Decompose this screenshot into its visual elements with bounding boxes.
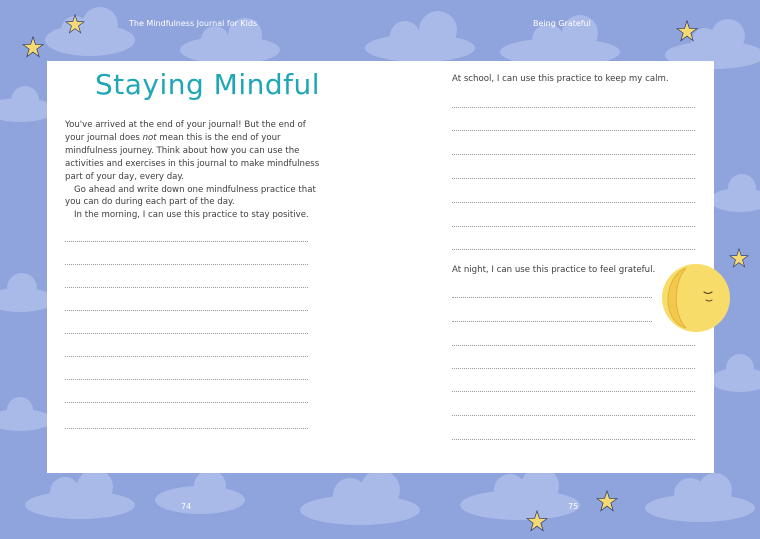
page-number-right: 75 <box>568 502 579 511</box>
star-icon <box>596 490 618 512</box>
star-icon <box>22 36 44 58</box>
writing-line-night[interactable] <box>452 321 652 322</box>
page-title: Staying Mindful <box>95 68 321 101</box>
writing-line-school[interactable] <box>452 107 695 108</box>
night-prompt: At night, I can use this practice to feel grateful. <box>452 265 656 275</box>
intro-paragraph <box>65 119 320 184</box>
intro-text-end: mean this is the end of your mindfulness journey. Think about how you can use the activities and exercises in this journal to make mindfulness part of your day, every day. <box>65 132 320 182</box>
writing-line-night[interactable] <box>452 297 652 298</box>
cloud-icon <box>710 174 760 212</box>
sleeping-moon-icon <box>652 262 734 334</box>
school-prompt: At school, I can use this practice to keep my calm. <box>452 74 669 84</box>
writing-line-morning[interactable] <box>65 241 308 242</box>
morning-prompt: In the morning, I can use this practice to stay positive. <box>74 210 309 221</box>
writing-line-morning[interactable] <box>65 356 308 357</box>
star-icon <box>676 20 698 42</box>
writing-line-night[interactable] <box>452 345 695 346</box>
cloud-icon <box>710 354 760 392</box>
left-page-body <box>65 119 320 222</box>
intro-emphasis: not <box>142 132 157 143</box>
cloud-icon <box>25 469 135 519</box>
writing-line-night[interactable] <box>452 415 695 416</box>
cloud-icon <box>365 11 475 62</box>
cloud-icon <box>300 470 420 525</box>
writing-line-morning[interactable] <box>65 310 308 311</box>
writing-line-night[interactable] <box>452 391 695 392</box>
running-head-right: Being Grateful <box>533 19 591 28</box>
writing-line-school[interactable] <box>452 249 695 250</box>
writing-line-morning[interactable] <box>65 264 308 265</box>
writing-line-school[interactable] <box>452 130 695 131</box>
cloud-icon <box>460 467 580 520</box>
cloud-icon <box>45 7 135 56</box>
writing-line-morning[interactable] <box>65 428 308 429</box>
writing-line-morning[interactable] <box>65 402 308 403</box>
writing-line-morning[interactable] <box>65 379 308 380</box>
intro-text-start: You've arrived at the end of your journal! But the end of your journal does <box>65 120 306 143</box>
cloud-icon <box>0 397 52 431</box>
cloud-icon <box>155 470 245 514</box>
writing-line-school[interactable] <box>452 202 695 203</box>
writing-line-school[interactable] <box>452 154 695 155</box>
cloud-icon <box>645 473 755 522</box>
writing-line-school[interactable] <box>452 226 695 227</box>
running-head-left: The Mindfulness Journal for Kids <box>129 19 258 28</box>
instruction-paragraph: Go ahead and write down one mindfulness practice that you can do during each part of the day. <box>65 184 316 208</box>
writing-line-school[interactable] <box>452 178 695 179</box>
writing-line-morning[interactable] <box>65 287 308 288</box>
page-number-left: 74 <box>181 502 192 511</box>
star-icon <box>65 14 85 34</box>
writing-line-night[interactable] <box>452 368 695 369</box>
writing-line-night[interactable] <box>452 439 695 440</box>
writing-line-morning[interactable] <box>65 333 308 334</box>
star-icon <box>526 510 548 532</box>
